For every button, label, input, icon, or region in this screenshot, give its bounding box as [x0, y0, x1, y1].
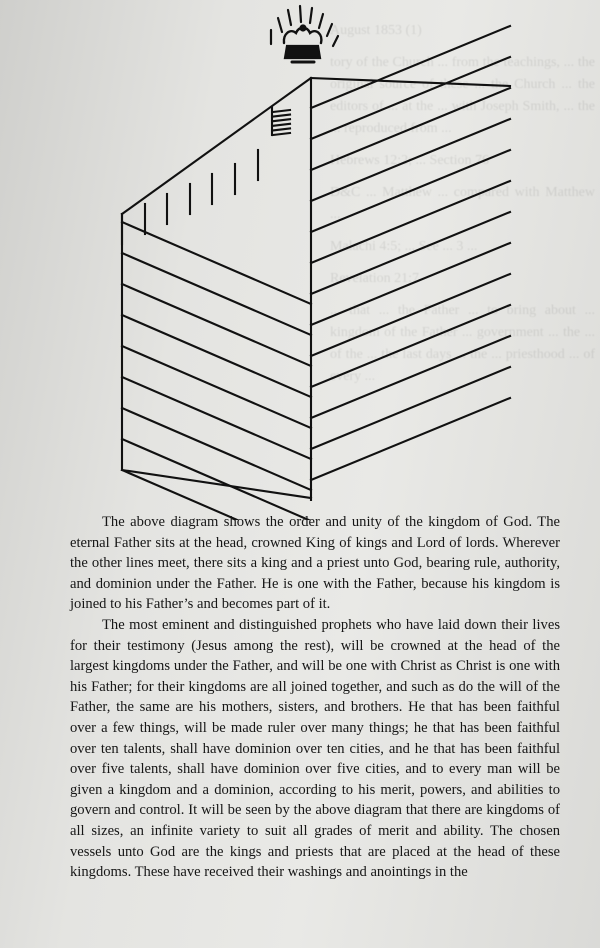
- left-branch: [122, 439, 311, 520]
- top-box-hatch: [273, 110, 290, 112]
- bleed-line: Hebrews 12:2; ... Section 76: [330, 153, 490, 168]
- right-branch: [311, 305, 510, 387]
- top-box-hatch: [273, 128, 290, 130]
- right-branch: [311, 57, 510, 139]
- right-branch: [311, 119, 510, 201]
- right-branch: [311, 243, 510, 325]
- paragraph: The above diagram shows the order and unity of the kingdom of God. The eternal Father sits at the head, crowned King of kings and Lord of lords. Wherever the other lines meet, there sits a king and a priest unto God, bearing rule, authority, and dominion under the Father. He is one with the Father, because his kingdom is joined to his Father’s and becomes part of it.: [70, 514, 560, 613]
- right-branch: [311, 336, 510, 418]
- left-roof-line: [122, 78, 311, 214]
- right-roof-line: [311, 78, 510, 86]
- top-box-hatch: [273, 119, 290, 121]
- right-branch: [311, 398, 510, 480]
- right-branch: [311, 367, 510, 449]
- right-branch: [311, 181, 510, 263]
- bleed-line: tory of the Church ... from the teachings, ... the original source of these ... the Church ... the editors of ... at the ... with Joseph Smith, ... the ... reproduced from ...: [330, 55, 595, 136]
- right-branch: [311, 150, 510, 232]
- right-branch: [311, 26, 510, 108]
- top-box-hatch: [273, 124, 290, 126]
- left-branch: [122, 284, 311, 366]
- bleed-line: Revelation 21:7: [330, 271, 420, 286]
- paragraph: The most eminent and distinguished prophets who have laid down their lives for their testimony (Jesus among the rest), will be crowned at the head of the largest kingdoms under the Father, and will be one with Christ as Christ is one with his Father; for their kingdoms are all joined together, and such as do the will of the Father, the same are his mothers, sisters, and brothers. He that has been faithful over a few things, will be made ruler over many things; he that has been faithful over ten talents, shall have dominion over ten cities, and he that has been faithful over five talents, shall have dominion over five cities, and to every man will be given a kingdom and a dominion, according to his merit, powers, and abilities to govern and control. It will be seen by the above diagram that there are kingdoms of all sizes, an infinite variety to suit all grades of merit and ability. The chosen vessels unto God are the kings and priests that are placed at the head of these kingdoms. These have received their washings and anointings in the: [70, 616, 560, 881]
- left-branch: [122, 346, 311, 428]
- bleed-line: ... that ... the Father ... to bring about ... kingdom of the Father ... government ... the ... of the ... the last days ... the ... priesthood ... of every ...: [330, 303, 595, 384]
- left-branch: [122, 315, 311, 397]
- left-branch: [122, 377, 311, 459]
- left-branch: [122, 408, 311, 490]
- article-body: [70, 512, 560, 883]
- crown-icon: [271, 6, 338, 62]
- bleed-line: August 1853 (1): [330, 23, 422, 38]
- left-branch: [122, 470, 311, 498]
- right-branch: [311, 88, 510, 170]
- right-branch: [311, 274, 510, 356]
- right-branch: [311, 212, 510, 294]
- bleed-line: Malachi 4:5; ... See ... 3 ...: [330, 239, 478, 254]
- top-box-hatch: [273, 133, 290, 135]
- bleed-line: D&C ... Matthew ... compared with Matthew ...: [330, 185, 595, 222]
- left-branch: [122, 222, 311, 304]
- top-box-hatch: [273, 115, 290, 117]
- left-branch: [122, 253, 311, 335]
